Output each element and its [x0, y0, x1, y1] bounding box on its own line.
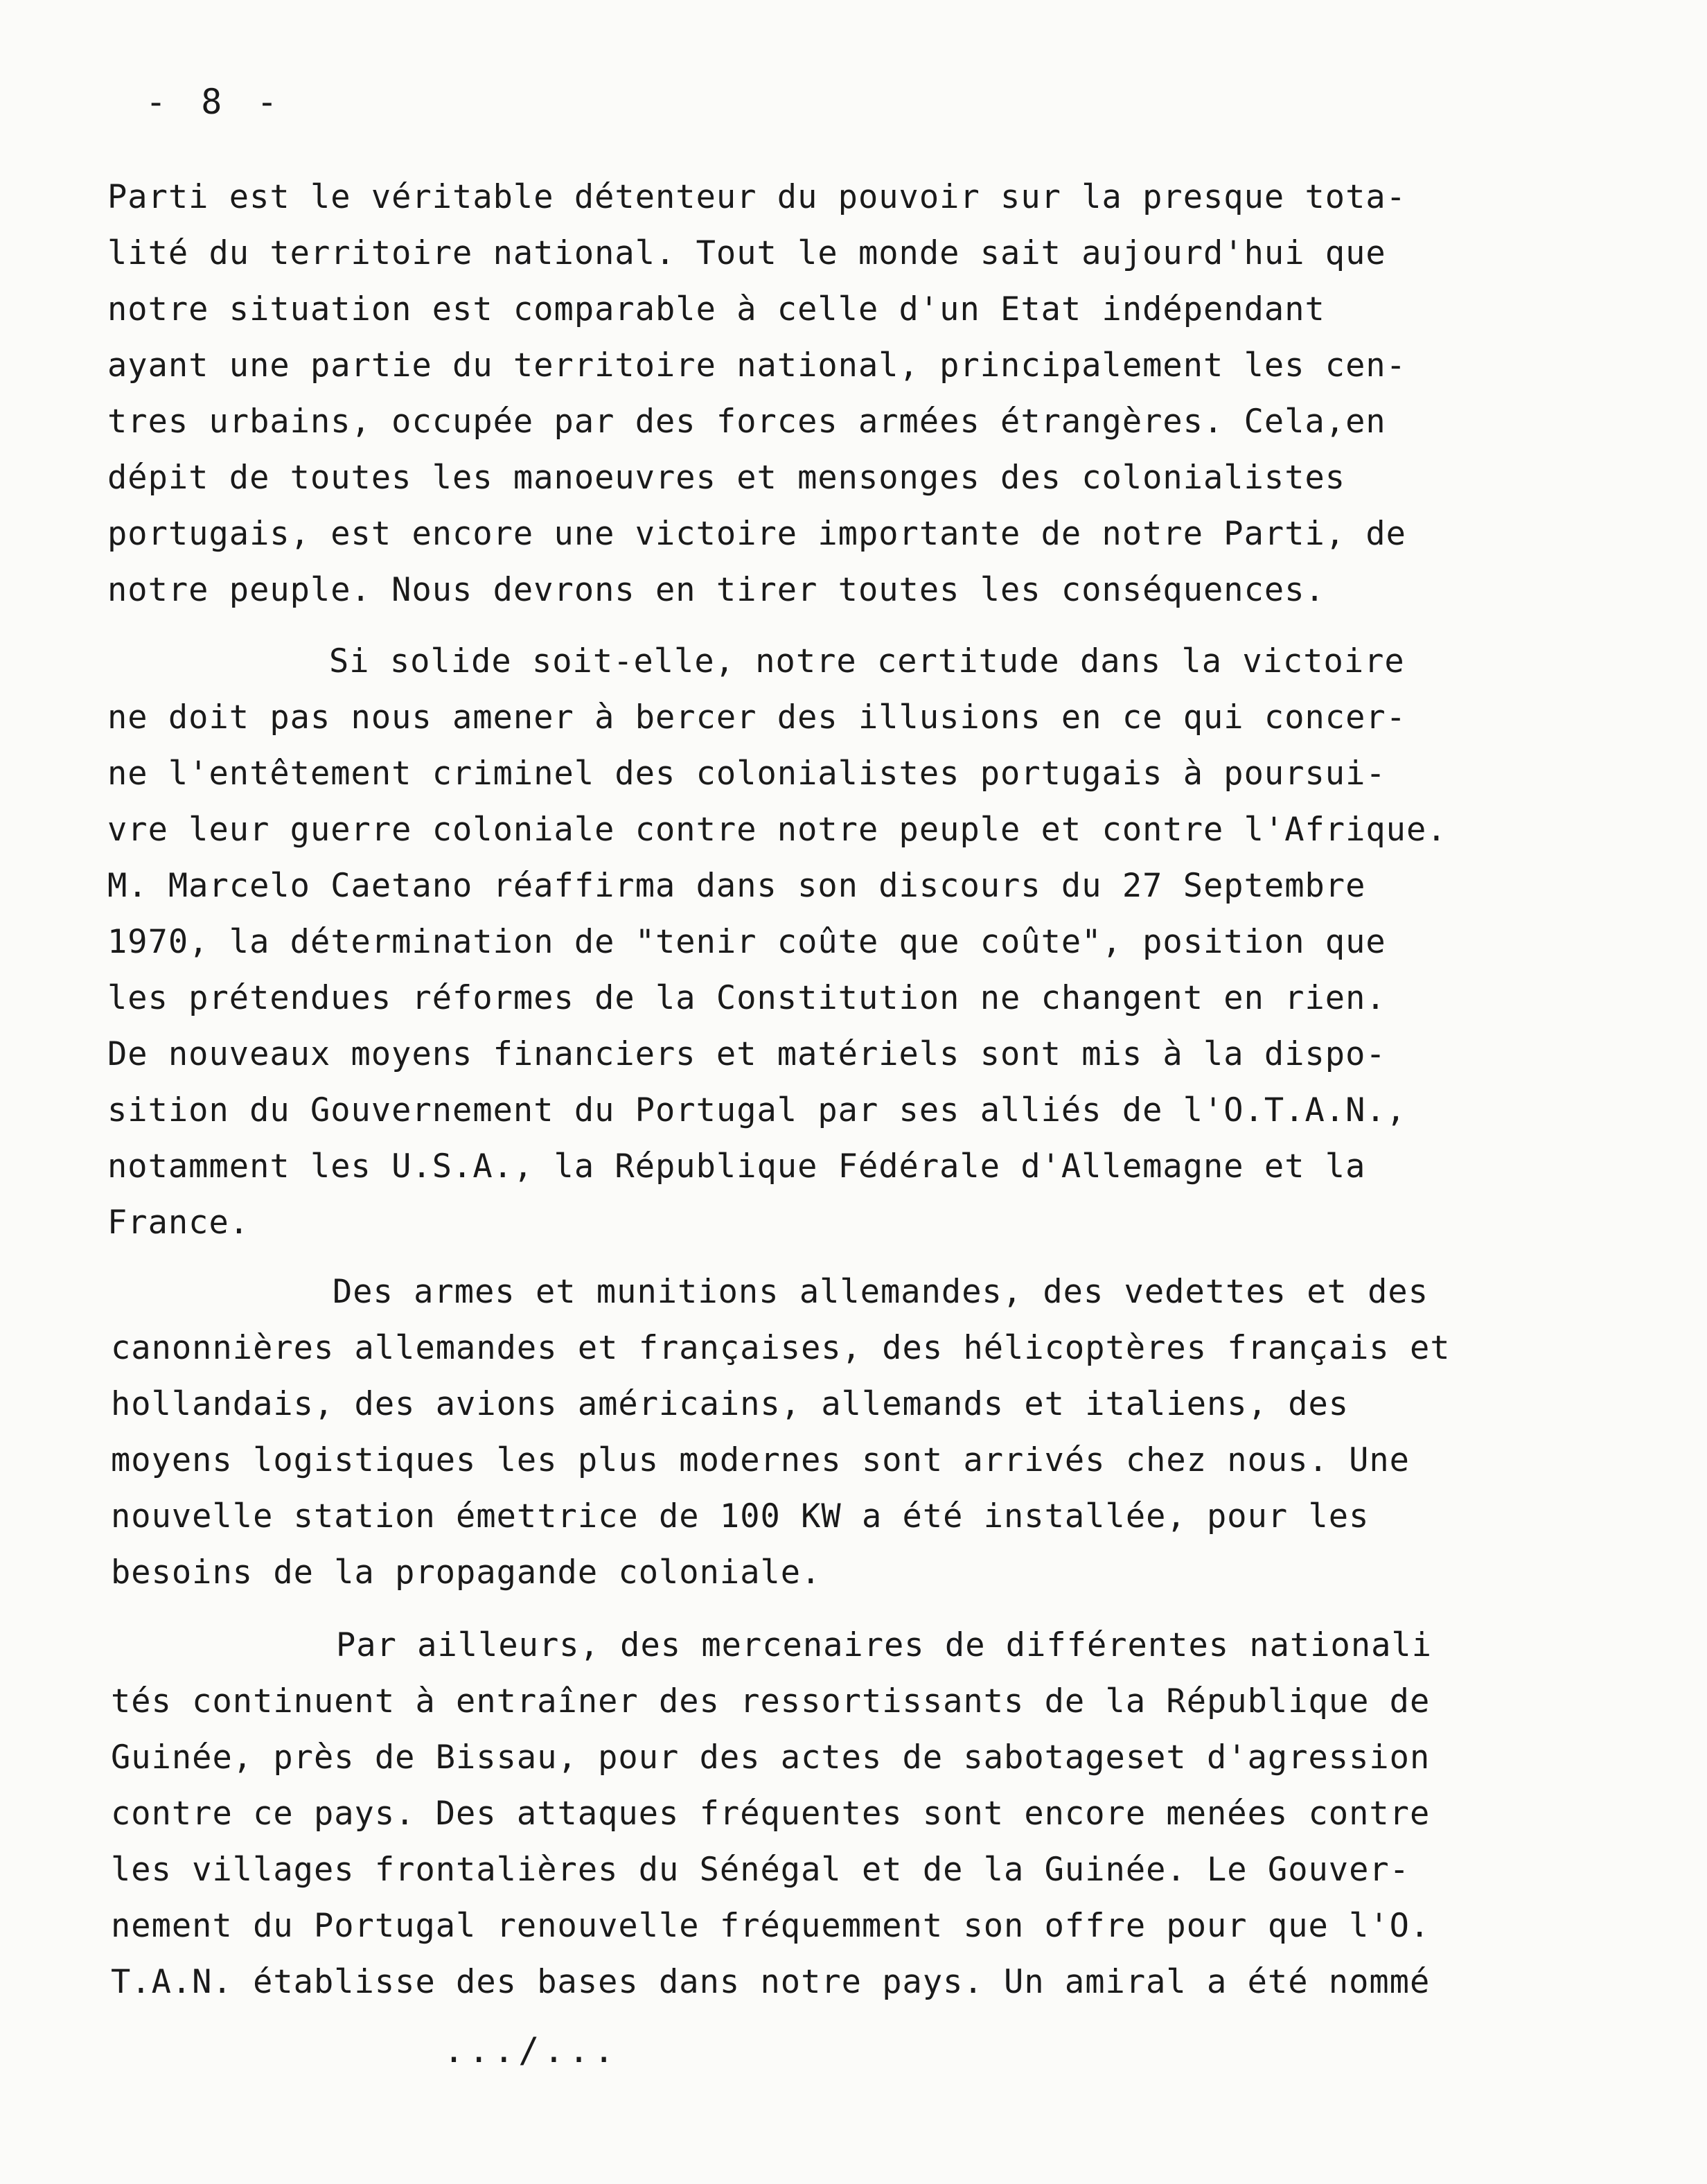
p4-line-5: les villages frontalières du Sénégal et de la Guinée. Le Gouver- [111, 1851, 1410, 1889]
p2-line-2: ne doit pas nous amener à bercer des illusions en ce qui concer- [107, 698, 1406, 737]
p2-line-5: M. Marcelo Caetano réaffirma dans son discours du 27 Septembre [107, 867, 1366, 905]
p4-line-4: contre ce pays. Des attaques fréquentes sont encore menées contre [111, 1795, 1431, 1833]
continuation-marker: .../... [443, 2030, 619, 2070]
p1-line-6: dépit de toutes les manoeuvres et mensonges des colonialistes [107, 459, 1346, 497]
page-number: - 8 - [145, 82, 285, 122]
p1-line-8: notre peuple. Nous devrons en tirer toutes les conséquences. [107, 571, 1325, 609]
p2-line-3: ne l'entêtement criminel des colonialistes portugais à poursui- [107, 755, 1386, 793]
p3-line-4: moyens logistiques les plus modernes sont arrivés chez nous. Une [111, 1441, 1410, 1479]
p2-line-6: 1970, la détermination de "tenir coûte que coûte", position que [107, 923, 1386, 961]
p2-line-1: Si solide soit-elle, notre certitude dans la victoire [329, 642, 1405, 680]
p4-line-7: T.A.N. établisse des bases dans notre pays. Un amiral a été nommé [111, 1963, 1431, 2001]
p4-line-3: Guinée, près de Bissau, pour des actes de sabotageset d'agression [111, 1738, 1431, 1777]
p4-line-2: tés continuent à entraîner des ressortissants de la République de [111, 1682, 1431, 1720]
p4-line-6: nement du Portugal renouvelle fréquemment son offre pour que l'O. [111, 1907, 1431, 1945]
p4-line-1: Par ailleurs, des mercenaires de différentes nationali [336, 1626, 1433, 1664]
p2-line-9: sition du Gouvernement du Portugal par ses alliés de l'O.T.A.N., [107, 1091, 1406, 1129]
p2-line-7: les prétendues réformes de la Constitution ne changent en rien. [107, 979, 1386, 1017]
p3-line-6: besoins de la propagande coloniale. [111, 1553, 822, 1592]
p1-line-5: tres urbains, occupée par des forces armées étrangères. Cela,en [107, 403, 1386, 441]
p1-line-1: Parti est le véritable détenteur du pouvoir sur la presque tota- [107, 178, 1406, 216]
p1-line-2: lité du territoire national. Tout le monde sait aujourd'hui que [107, 234, 1386, 272]
p2-line-8: De nouveaux moyens financiers et matériels sont mis à la dispo- [107, 1035, 1386, 1073]
p1-line-4: ayant une partie du territoire national, principalement les cen- [107, 346, 1406, 385]
p3-line-5: nouvelle station émettrice de 100 KW a été installée, pour les [111, 1497, 1370, 1535]
p2-line-11: France. [107, 1204, 250, 1242]
p3-line-2: canonnières allemandes et françaises, des hélicoptères français et [111, 1329, 1451, 1367]
p2-line-4: vre leur guerre coloniale contre notre peuple et contre l'Afrique. [107, 811, 1447, 849]
p3-line-3: hollandais, des avions américains, allemands et italiens, des [111, 1385, 1350, 1423]
p1-line-7: portugais, est encore une victoire importante de notre Parti, de [107, 515, 1406, 553]
p2-line-10: notamment les U.S.A., la République Fédérale d'Allemagne et la [107, 1147, 1366, 1186]
p3-line-1: Des armes et munitions allemandes, des vedettes et des [333, 1273, 1429, 1311]
p1-line-3: notre situation est comparable à celle d'un Etat indépendant [107, 290, 1325, 328]
